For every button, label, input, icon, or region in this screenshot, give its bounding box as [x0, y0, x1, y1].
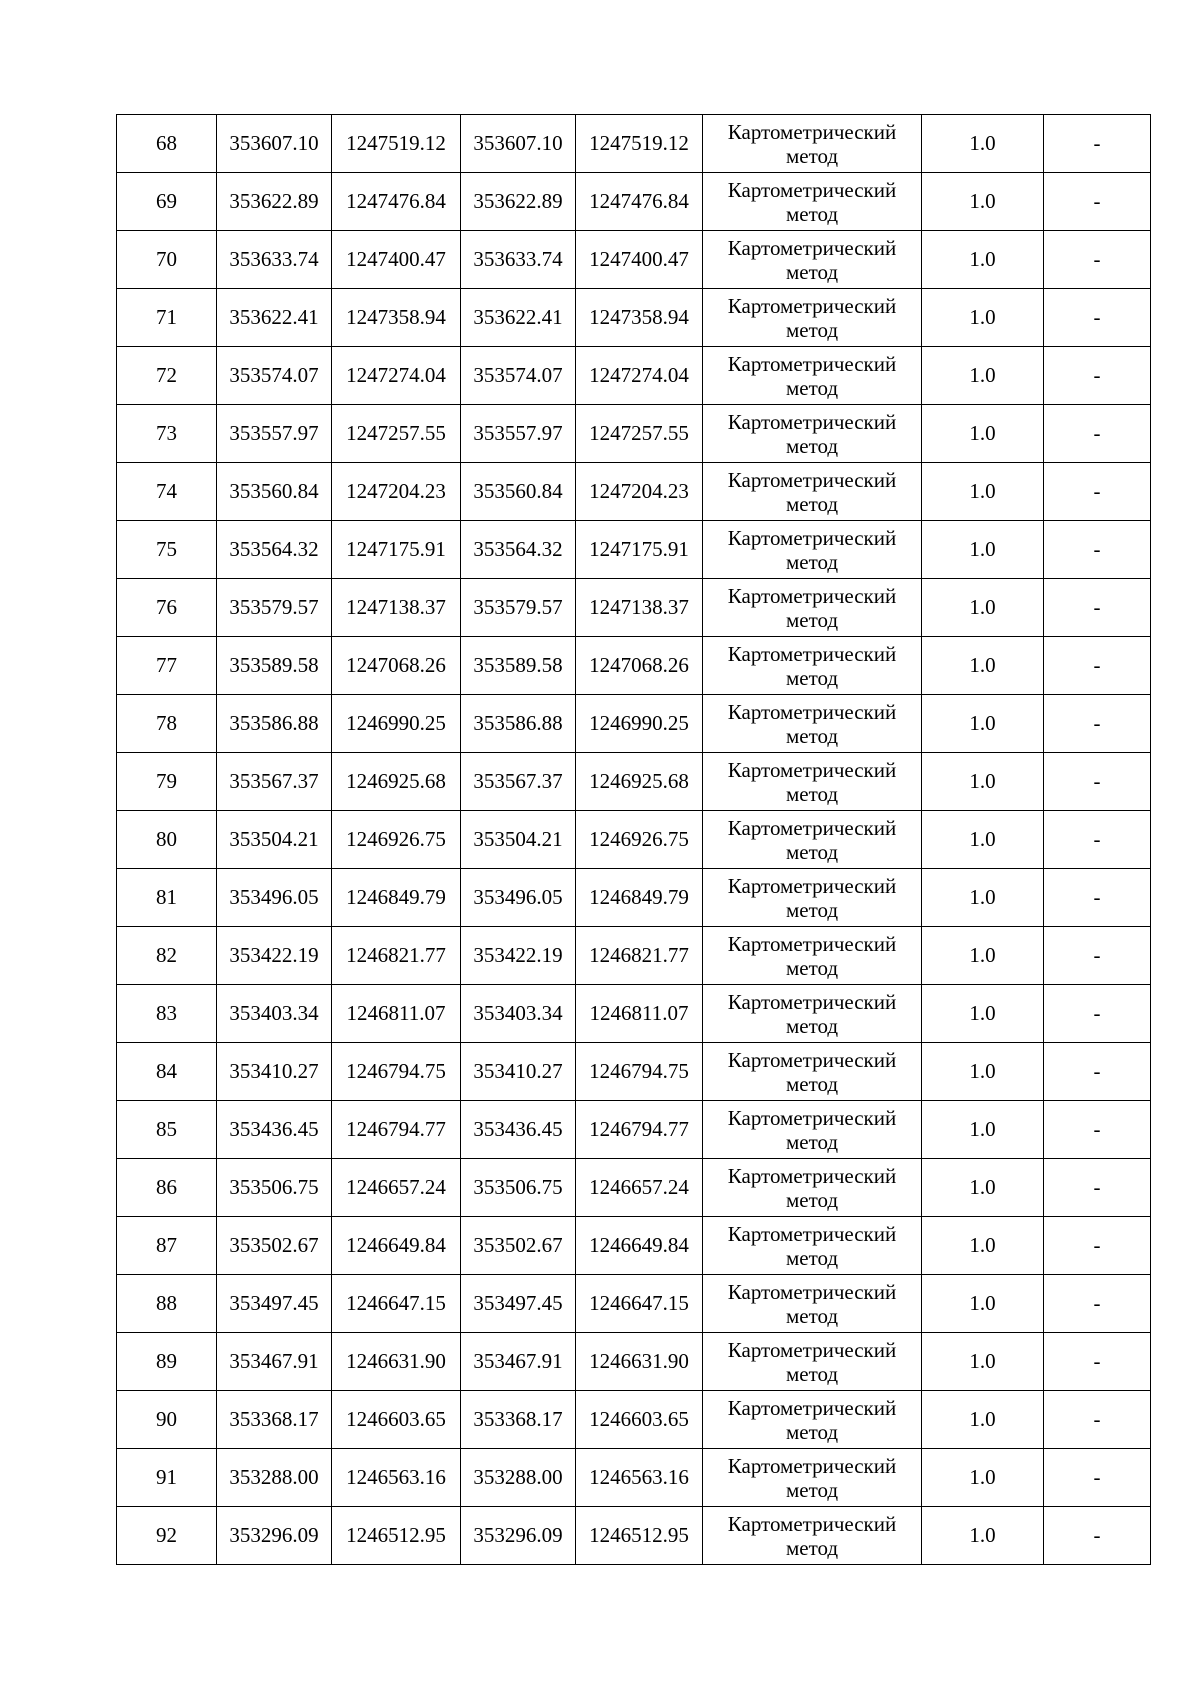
- y-coordinate-new-cell: 1246603.65: [576, 1391, 703, 1449]
- table-row: [117, 811, 1151, 869]
- method-line-2: метод: [785, 897, 839, 922]
- method-cell: [703, 1391, 922, 1449]
- x-coordinate-new-cell: 353496.05: [461, 869, 576, 927]
- accuracy-cell: 1.0: [922, 1043, 1044, 1101]
- accuracy-cell: 1.0: [922, 1159, 1044, 1217]
- y-coordinate-new-cell: 1246925.68: [576, 753, 703, 811]
- point-number-cell: 72: [117, 347, 217, 405]
- x-coordinate-cell: 353504.21: [217, 811, 332, 869]
- y-coordinate-new-cell: 1246647.15: [576, 1275, 703, 1333]
- method-line-1: Картометрический: [727, 177, 897, 202]
- y-coordinate-new-cell: 1246794.77: [576, 1101, 703, 1159]
- method-line-1: Картометрический: [727, 1395, 897, 1420]
- table-row: [117, 1159, 1151, 1217]
- accuracy-cell: 1.0: [922, 463, 1044, 521]
- method-cell: [703, 405, 922, 463]
- note-cell: -: [1044, 579, 1151, 637]
- note-cell: -: [1044, 811, 1151, 869]
- x-coordinate-cell: 353622.89: [217, 173, 332, 231]
- point-number-cell: 78: [117, 695, 217, 753]
- x-coordinate-new-cell: 353467.91: [461, 1333, 576, 1391]
- method-line-1: Картометрический: [727, 235, 897, 260]
- table-row: [117, 289, 1151, 347]
- y-coordinate-cell: 1246657.24: [332, 1159, 461, 1217]
- note-cell: -: [1044, 637, 1151, 695]
- x-coordinate-new-cell: 353422.19: [461, 927, 576, 985]
- table-row: [117, 1449, 1151, 1507]
- method-line-2: метод: [785, 1013, 839, 1038]
- table-row: [117, 173, 1151, 231]
- x-coordinate-cell: 353506.75: [217, 1159, 332, 1217]
- y-coordinate-cell: 1247068.26: [332, 637, 461, 695]
- y-coordinate-cell: 1247257.55: [332, 405, 461, 463]
- method-line-2: метод: [785, 1535, 839, 1560]
- x-coordinate-cell: 353607.10: [217, 115, 332, 173]
- y-coordinate-cell: 1247476.84: [332, 173, 461, 231]
- table-row: [117, 1101, 1151, 1159]
- y-coordinate-cell: 1246631.90: [332, 1333, 461, 1391]
- note-cell: -: [1044, 927, 1151, 985]
- note-cell: -: [1044, 1507, 1151, 1565]
- point-number-cell: 76: [117, 579, 217, 637]
- table-row: [117, 869, 1151, 927]
- y-coordinate-cell: 1246811.07: [332, 985, 461, 1043]
- method-line-2: метод: [785, 491, 839, 516]
- method-line-1: Картометрический: [727, 1453, 897, 1478]
- y-coordinate-new-cell: 1246512.95: [576, 1507, 703, 1565]
- x-coordinate-cell: 353574.07: [217, 347, 332, 405]
- note-cell: -: [1044, 1101, 1151, 1159]
- y-coordinate-cell: 1247358.94: [332, 289, 461, 347]
- method-cell: [703, 1101, 922, 1159]
- method-cell: [703, 1333, 922, 1391]
- method-cell: [703, 173, 922, 231]
- method-line-2: метод: [785, 723, 839, 748]
- x-coordinate-new-cell: 353607.10: [461, 115, 576, 173]
- x-coordinate-new-cell: 353622.41: [461, 289, 576, 347]
- x-coordinate-new-cell: 353567.37: [461, 753, 576, 811]
- x-coordinate-new-cell: 353564.32: [461, 521, 576, 579]
- y-coordinate-cell: 1247204.23: [332, 463, 461, 521]
- x-coordinate-new-cell: 353557.97: [461, 405, 576, 463]
- table-row: [117, 1333, 1151, 1391]
- y-coordinate-new-cell: 1247204.23: [576, 463, 703, 521]
- x-coordinate-cell: 353496.05: [217, 869, 332, 927]
- x-coordinate-cell: 353436.45: [217, 1101, 332, 1159]
- table-row: [117, 637, 1151, 695]
- y-coordinate-new-cell: 1246811.07: [576, 985, 703, 1043]
- method-cell: [703, 1043, 922, 1101]
- accuracy-cell: 1.0: [922, 753, 1044, 811]
- note-cell: -: [1044, 231, 1151, 289]
- point-number-cell: 70: [117, 231, 217, 289]
- y-coordinate-cell: 1247138.37: [332, 579, 461, 637]
- method-line-1: Картометрический: [727, 699, 897, 724]
- x-coordinate-new-cell: 353560.84: [461, 463, 576, 521]
- accuracy-cell: 1.0: [922, 695, 1044, 753]
- y-coordinate-new-cell: 1247400.47: [576, 231, 703, 289]
- x-coordinate-cell: 353567.37: [217, 753, 332, 811]
- x-coordinate-new-cell: 353622.89: [461, 173, 576, 231]
- method-line-1: Картометрический: [727, 525, 897, 550]
- y-coordinate-new-cell: 1247519.12: [576, 115, 703, 173]
- coordinates-table: [116, 114, 1151, 1565]
- method-line-1: Картометрический: [727, 119, 897, 144]
- accuracy-cell: 1.0: [922, 405, 1044, 463]
- method-line-2: метод: [785, 1419, 839, 1444]
- method-line-2: метод: [785, 1187, 839, 1212]
- method-line-2: метод: [785, 781, 839, 806]
- note-cell: -: [1044, 173, 1151, 231]
- x-coordinate-new-cell: 353506.75: [461, 1159, 576, 1217]
- accuracy-cell: 1.0: [922, 115, 1044, 173]
- method-cell: [703, 637, 922, 695]
- method-cell: [703, 463, 922, 521]
- note-cell: -: [1044, 1333, 1151, 1391]
- method-cell: [703, 289, 922, 347]
- point-number-cell: 84: [117, 1043, 217, 1101]
- y-coordinate-cell: 1246647.15: [332, 1275, 461, 1333]
- accuracy-cell: 1.0: [922, 521, 1044, 579]
- y-coordinate-cell: 1246926.75: [332, 811, 461, 869]
- y-coordinate-new-cell: 1247257.55: [576, 405, 703, 463]
- accuracy-cell: 1.0: [922, 289, 1044, 347]
- note-cell: -: [1044, 695, 1151, 753]
- method-line-2: метод: [785, 317, 839, 342]
- table-row: [117, 985, 1151, 1043]
- table-row: [117, 521, 1151, 579]
- y-coordinate-new-cell: 1247358.94: [576, 289, 703, 347]
- method-cell: [703, 1275, 922, 1333]
- method-line-1: Картометрический: [727, 757, 897, 782]
- point-number-cell: 85: [117, 1101, 217, 1159]
- table-row: [117, 1217, 1151, 1275]
- method-line-2: метод: [785, 1303, 839, 1328]
- method-line-2: метод: [785, 375, 839, 400]
- method-line-2: метод: [785, 955, 839, 980]
- table-body: [117, 115, 1151, 1565]
- y-coordinate-new-cell: 1246926.75: [576, 811, 703, 869]
- x-coordinate-new-cell: 353410.27: [461, 1043, 576, 1101]
- point-number-cell: 87: [117, 1217, 217, 1275]
- note-cell: -: [1044, 289, 1151, 347]
- point-number-cell: 90: [117, 1391, 217, 1449]
- method-line-2: метод: [785, 1129, 839, 1154]
- accuracy-cell: 1.0: [922, 869, 1044, 927]
- table-row: [117, 927, 1151, 985]
- method-line-2: метод: [785, 259, 839, 284]
- method-cell: [703, 753, 922, 811]
- y-coordinate-cell: 1246925.68: [332, 753, 461, 811]
- method-cell: [703, 347, 922, 405]
- y-coordinate-new-cell: 1247068.26: [576, 637, 703, 695]
- note-cell: -: [1044, 985, 1151, 1043]
- x-coordinate-new-cell: 353288.00: [461, 1449, 576, 1507]
- x-coordinate-new-cell: 353633.74: [461, 231, 576, 289]
- x-coordinate-cell: 353288.00: [217, 1449, 332, 1507]
- x-coordinate-new-cell: 353504.21: [461, 811, 576, 869]
- y-coordinate-cell: 1247274.04: [332, 347, 461, 405]
- point-number-cell: 75: [117, 521, 217, 579]
- y-coordinate-new-cell: 1247175.91: [576, 521, 703, 579]
- table-row: [117, 1275, 1151, 1333]
- accuracy-cell: 1.0: [922, 1333, 1044, 1391]
- method-line-1: Картометрический: [727, 641, 897, 666]
- method-line-1: Картометрический: [727, 351, 897, 376]
- y-coordinate-new-cell: 1246794.75: [576, 1043, 703, 1101]
- method-line-2: метод: [785, 665, 839, 690]
- method-line-2: метод: [785, 1245, 839, 1270]
- accuracy-cell: 1.0: [922, 173, 1044, 231]
- y-coordinate-cell: 1246512.95: [332, 1507, 461, 1565]
- x-coordinate-cell: 353410.27: [217, 1043, 332, 1101]
- method-cell: [703, 115, 922, 173]
- method-line-1: Картометрический: [727, 409, 897, 434]
- method-line-1: Картометрический: [727, 931, 897, 956]
- x-coordinate-cell: 353579.57: [217, 579, 332, 637]
- accuracy-cell: 1.0: [922, 1101, 1044, 1159]
- x-coordinate-new-cell: 353589.58: [461, 637, 576, 695]
- method-cell: [703, 695, 922, 753]
- note-cell: -: [1044, 753, 1151, 811]
- point-number-cell: 73: [117, 405, 217, 463]
- y-coordinate-new-cell: 1247274.04: [576, 347, 703, 405]
- accuracy-cell: 1.0: [922, 1449, 1044, 1507]
- accuracy-cell: 1.0: [922, 1507, 1044, 1565]
- method-line-1: Картометрический: [727, 1047, 897, 1072]
- x-coordinate-cell: 353560.84: [217, 463, 332, 521]
- x-coordinate-cell: 353633.74: [217, 231, 332, 289]
- y-coordinate-new-cell: 1246657.24: [576, 1159, 703, 1217]
- point-number-cell: 68: [117, 115, 217, 173]
- accuracy-cell: 1.0: [922, 231, 1044, 289]
- note-cell: -: [1044, 869, 1151, 927]
- x-coordinate-new-cell: 353502.67: [461, 1217, 576, 1275]
- y-coordinate-cell: 1246563.16: [332, 1449, 461, 1507]
- point-number-cell: 89: [117, 1333, 217, 1391]
- note-cell: -: [1044, 1449, 1151, 1507]
- x-coordinate-cell: 353622.41: [217, 289, 332, 347]
- method-cell: [703, 1159, 922, 1217]
- note-cell: -: [1044, 115, 1151, 173]
- note-cell: -: [1044, 1391, 1151, 1449]
- method-line-2: метод: [785, 1477, 839, 1502]
- method-line-2: метод: [785, 1361, 839, 1386]
- method-line-2: метод: [785, 549, 839, 574]
- table-row: [117, 347, 1151, 405]
- note-cell: -: [1044, 1043, 1151, 1101]
- method-line-1: Картометрический: [727, 1221, 897, 1246]
- x-coordinate-new-cell: 353579.57: [461, 579, 576, 637]
- table-row: [117, 753, 1151, 811]
- x-coordinate-cell: 353497.45: [217, 1275, 332, 1333]
- table-row: [117, 231, 1151, 289]
- point-number-cell: 91: [117, 1449, 217, 1507]
- method-cell: [703, 869, 922, 927]
- y-coordinate-cell: 1246821.77: [332, 927, 461, 985]
- y-coordinate-cell: 1246649.84: [332, 1217, 461, 1275]
- method-line-1: Картометрический: [727, 1511, 897, 1536]
- accuracy-cell: 1.0: [922, 579, 1044, 637]
- y-coordinate-cell: 1246990.25: [332, 695, 461, 753]
- y-coordinate-cell: 1246603.65: [332, 1391, 461, 1449]
- x-coordinate-cell: 353296.09: [217, 1507, 332, 1565]
- accuracy-cell: 1.0: [922, 985, 1044, 1043]
- point-number-cell: 92: [117, 1507, 217, 1565]
- table-row: [117, 579, 1151, 637]
- method-line-1: Картометрический: [727, 1105, 897, 1130]
- x-coordinate-cell: 353589.58: [217, 637, 332, 695]
- point-number-cell: 83: [117, 985, 217, 1043]
- point-number-cell: 74: [117, 463, 217, 521]
- point-number-cell: 77: [117, 637, 217, 695]
- method-line-1: Картометрический: [727, 467, 897, 492]
- method-cell: [703, 985, 922, 1043]
- accuracy-cell: 1.0: [922, 1217, 1044, 1275]
- table-row: [117, 1043, 1151, 1101]
- note-cell: -: [1044, 1275, 1151, 1333]
- point-number-cell: 86: [117, 1159, 217, 1217]
- method-cell: [703, 927, 922, 985]
- method-line-1: Картометрический: [727, 583, 897, 608]
- table-row: [117, 463, 1151, 521]
- table-row: [117, 1391, 1151, 1449]
- accuracy-cell: 1.0: [922, 811, 1044, 869]
- y-coordinate-new-cell: 1247138.37: [576, 579, 703, 637]
- method-line-2: метод: [785, 201, 839, 226]
- x-coordinate-cell: 353557.97: [217, 405, 332, 463]
- method-line-2: метод: [785, 143, 839, 168]
- note-cell: -: [1044, 1217, 1151, 1275]
- accuracy-cell: 1.0: [922, 347, 1044, 405]
- method-cell: [703, 811, 922, 869]
- method-cell: [703, 579, 922, 637]
- method-line-2: метод: [785, 839, 839, 864]
- method-cell: [703, 1217, 922, 1275]
- method-cell: [703, 521, 922, 579]
- method-line-2: метод: [785, 1071, 839, 1096]
- x-coordinate-new-cell: 353368.17: [461, 1391, 576, 1449]
- y-coordinate-cell: 1247175.91: [332, 521, 461, 579]
- method-cell: [703, 1449, 922, 1507]
- table-row: [117, 695, 1151, 753]
- x-coordinate-new-cell: 353403.34: [461, 985, 576, 1043]
- method-line-1: Картометрический: [727, 1163, 897, 1188]
- method-line-1: Картометрический: [727, 989, 897, 1014]
- y-coordinate-new-cell: 1246990.25: [576, 695, 703, 753]
- y-coordinate-new-cell: 1246631.90: [576, 1333, 703, 1391]
- note-cell: -: [1044, 347, 1151, 405]
- point-number-cell: 69: [117, 173, 217, 231]
- y-coordinate-new-cell: 1246563.16: [576, 1449, 703, 1507]
- y-coordinate-new-cell: 1247476.84: [576, 173, 703, 231]
- method-line-1: Картометрический: [727, 873, 897, 898]
- point-number-cell: 79: [117, 753, 217, 811]
- table-row: [117, 405, 1151, 463]
- point-number-cell: 88: [117, 1275, 217, 1333]
- accuracy-cell: 1.0: [922, 1391, 1044, 1449]
- accuracy-cell: 1.0: [922, 927, 1044, 985]
- note-cell: -: [1044, 463, 1151, 521]
- method-line-1: Картометрический: [727, 1279, 897, 1304]
- x-coordinate-cell: 353368.17: [217, 1391, 332, 1449]
- x-coordinate-new-cell: 353586.88: [461, 695, 576, 753]
- note-cell: -: [1044, 405, 1151, 463]
- note-cell: -: [1044, 1159, 1151, 1217]
- x-coordinate-cell: 353422.19: [217, 927, 332, 985]
- y-coordinate-new-cell: 1246649.84: [576, 1217, 703, 1275]
- y-coordinate-cell: 1247400.47: [332, 231, 461, 289]
- table-row: [117, 115, 1151, 173]
- y-coordinate-new-cell: 1246821.77: [576, 927, 703, 985]
- x-coordinate-cell: 353564.32: [217, 521, 332, 579]
- y-coordinate-cell: 1247519.12: [332, 115, 461, 173]
- point-number-cell: 80: [117, 811, 217, 869]
- x-coordinate-new-cell: 353574.07: [461, 347, 576, 405]
- x-coordinate-cell: 353502.67: [217, 1217, 332, 1275]
- y-coordinate-cell: 1246794.77: [332, 1101, 461, 1159]
- x-coordinate-new-cell: 353296.09: [461, 1507, 576, 1565]
- point-number-cell: 71: [117, 289, 217, 347]
- method-line-1: Картометрический: [727, 1337, 897, 1362]
- x-coordinate-new-cell: 353497.45: [461, 1275, 576, 1333]
- y-coordinate-new-cell: 1246849.79: [576, 869, 703, 927]
- table-row: [117, 1507, 1151, 1565]
- method-cell: [703, 231, 922, 289]
- accuracy-cell: 1.0: [922, 1275, 1044, 1333]
- method-line-2: метод: [785, 433, 839, 458]
- x-coordinate-new-cell: 353436.45: [461, 1101, 576, 1159]
- y-coordinate-cell: 1246849.79: [332, 869, 461, 927]
- method-line-2: метод: [785, 607, 839, 632]
- point-number-cell: 82: [117, 927, 217, 985]
- x-coordinate-cell: 353467.91: [217, 1333, 332, 1391]
- method-line-1: Картометрический: [727, 815, 897, 840]
- point-number-cell: 81: [117, 869, 217, 927]
- x-coordinate-cell: 353403.34: [217, 985, 332, 1043]
- method-line-1: Картометрический: [727, 293, 897, 318]
- note-cell: -: [1044, 521, 1151, 579]
- accuracy-cell: 1.0: [922, 637, 1044, 695]
- y-coordinate-cell: 1246794.75: [332, 1043, 461, 1101]
- method-cell: [703, 1507, 922, 1565]
- x-coordinate-cell: 353586.88: [217, 695, 332, 753]
